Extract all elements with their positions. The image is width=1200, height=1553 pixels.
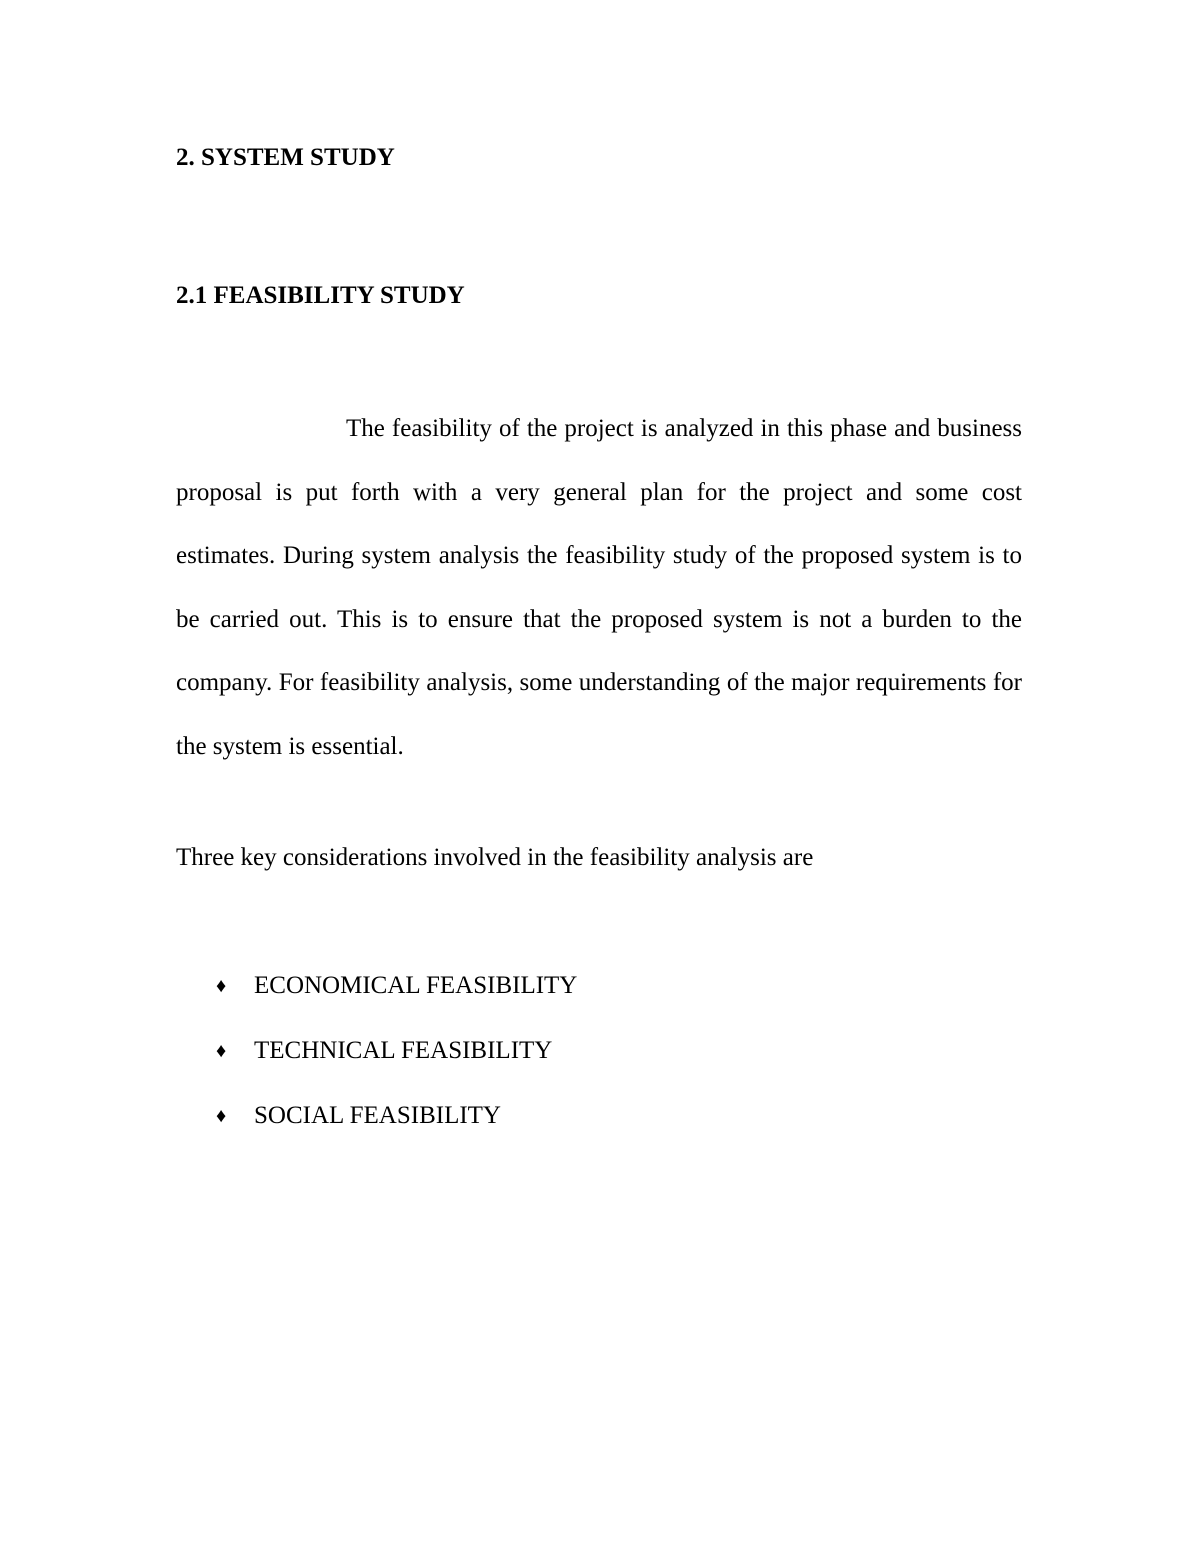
list-intro: Three key considerations involved in the feasibility analysis are <box>176 844 814 871</box>
list-item-label: TECHNICAL FEASIBILITY <box>254 1037 553 1064</box>
list-item-label: ECONOMICAL FEASIBILITY <box>254 972 578 999</box>
diamond-bullet-icon: ♦ <box>216 975 227 997</box>
diamond-bullet-icon: ♦ <box>216 1105 227 1127</box>
subsection-heading: 2.1 FEASIBILITY STUDY <box>176 282 465 309</box>
feasibility-paragraph: The feasibility of the project is analyzed in this phase and business proposal is put forth with a very general plan for the project and some cost estimates. During system analysis the feasibility study of the proposed system is to be carried out. This is to ensure that the proposed system is not a burden to the company. For feasibility analysis, some understanding of the major requirements for the system is essential. <box>176 415 1022 760</box>
list-item-label: SOCIAL FEASIBILITY <box>254 1102 501 1129</box>
section-heading: 2. SYSTEM STUDY <box>176 144 395 171</box>
diamond-bullet-icon: ♦ <box>216 1040 227 1062</box>
